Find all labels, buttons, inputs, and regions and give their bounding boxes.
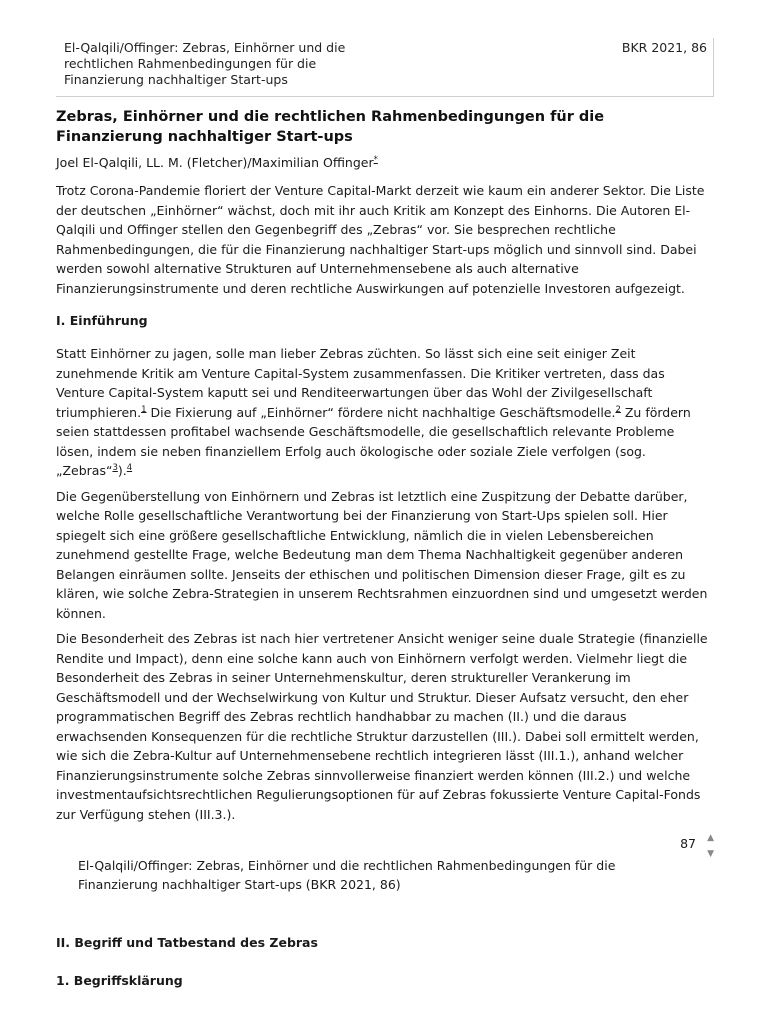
page-break	[56, 830, 714, 859]
arrow-up-icon[interactable]: ▲	[707, 833, 714, 843]
paragraph-3: Die Besonderheit des Zebras ist nach hier vertretener Ansicht weniger seine duale Strategie (finanzielle Rendite und Impact), denn eine solche kann auch von Einhörnern verfolgt werden. Vielmehr liegt die Besonderheit des Zebras in seiner Unternehmenskultur, deren struktureller Verankerung im Geschäftsmodell und der Wechselwirkung von Kultur und Struktur. Dieser Aufsatz versucht, den eher programmatischen Begriff des Zebras rechtlich handhabbar zu machen (II.) und die daraus erwachsenden Konsequenzen für die rechtliche Struktur darzustellen (III.). Dabei soll ermittelt werden, wie sich die Zebra-Kultur auf Unternehmensebene rechtlich integrieren lässt (III.1.), anhand welcher Finanzierungsinstrumente solche Zebras sinnvollerweise finanziert werden können (III.2.) und welche investmentaufsichtsrechtlichen Regulierungsoptionen für auf Zebras fokussierte Venture Capital-Fonds zur Verfügung stehen (III.3.).	[56, 631, 708, 822]
subsection-heading-term: 1. Begriffsklärung	[56, 973, 183, 988]
section-2	[56, 934, 714, 990]
footnote-link-1[interactable]: 1	[141, 404, 147, 415]
header-line: Finanzierung nachhaltiger Start-ups	[64, 72, 288, 87]
section-heading-introduction: I. Einführung	[56, 313, 148, 328]
page-citation-footer: El-Qalqili/Offinger: Zebras, Einhörner und die rechtlichen Rahmenbedingungen für die Finanzierung nachhaltiger Start-ups (BKR 2021, 86)	[78, 858, 616, 892]
header-line: El-Qalqili/Offinger: Zebras, Einhörner und die	[64, 40, 346, 55]
footnote-link-2[interactable]: 2	[615, 404, 621, 415]
page-number: 87	[680, 836, 696, 851]
header-citation	[64, 40, 364, 88]
arrow-down-icon[interactable]: ▼	[707, 849, 714, 859]
running-header	[56, 38, 714, 97]
section-heading-definition: II. Begriff und Tatbestand des Zebras	[56, 935, 318, 950]
author-names: Joel El-Qalqili, LL. M. (Fletcher)/Maximilian Offinger	[56, 155, 374, 170]
header-journal-ref: BKR 2021, 86	[621, 40, 707, 55]
paragraph-1	[56, 344, 714, 481]
paragraph-text: Zu fördern seien stattdessen profitabel wachsende Geschäftsmodelle, die gesellschaftlich relevante Probleme lösen, indem sie neben finanziellem Erfolg auch ökologische oder soziale Ziele verfolgen (sog. „Zebras“	[56, 404, 691, 478]
paragraph-text: Die Fixierung auf „Einhörner“ fördere nicht nachhaltige Geschäftsmodelle.	[146, 404, 616, 420]
abstract: Trotz Corona-Pandemie floriert der Venture Capital-Markt derzeit wie kaum ein anderer Sektor. Die Liste der deutschen „Einhörner“ wächst, doch mit ihr auch Kritik am Konzept des Einhorns. Die Autoren El-Qalqili und Offinger stellen den Gegenbegriff des „Zebras“ vor. Sie besprechen rechtliche Rahmenbedingungen, die für die Finanzierung nachhaltiger Start-ups möglich und sinnvoll sind. Dabei werden sowohl alternative Strukturen auf Unternehmensebene als auch alternative Finanzierungsinstrumente und deren rechtliche Auswirkungen auf potenzielle Investoren aufgezeigt.	[56, 183, 705, 296]
article-title: Zebras, Einhörner und die rechtlichen Rahmenbedingungen für die Finanzierung nachhaltiger Start-ups	[56, 109, 605, 145]
footnote-link-3[interactable]: 3	[112, 462, 118, 473]
document-page	[56, 38, 714, 1010]
page-nav	[707, 830, 714, 862]
author-line	[56, 155, 714, 171]
paragraph-2: Die Gegenüberstellung von Einhörnern und Zebras ist letztlich eine Zuspitzung der Debatte darüber, welche Rolle gesellschaftliche Verantwortung bei der Finanzierung von Start-Ups spielen soll. Hier spiegelt sich eine größere gesellschaftliche Entwicklung, nämlich die in vielen Lebensbereichen zunehmend gestellte Frage, welche Bedeutung man dem Thema Nachhaltigkeit gegenüber anderen Belangen einräumen sollte. Jenseits der ethischen und politischen Dimension dieser Frage, gilt es zu klären, wie solche Zebra-Strategien in unserem Rechtsrahmen einzuordnen sind und umgesetzt werden können.	[56, 488, 708, 621]
paragraph-text: ).	[117, 463, 127, 478]
footnote-link-4[interactable]: 4	[126, 462, 133, 473]
paragraph-text: Statt Einhörner zu jagen, solle man lieber Zebras züchten. So lässt sich eine seit einiger Zeit zunehmende Kritik am Venture Capital-System zusammenfassen. Die Kritiker vertreten, dass das Venture Capital-System kaputt sei und Renditeerwartungen über das Wohl der Zivilgesellschaft triumphieren.	[56, 346, 665, 420]
header-line: rechtlichen Rahmenbedingungen für die	[64, 56, 317, 71]
footnote-link-author[interactable]: *	[373, 154, 378, 165]
